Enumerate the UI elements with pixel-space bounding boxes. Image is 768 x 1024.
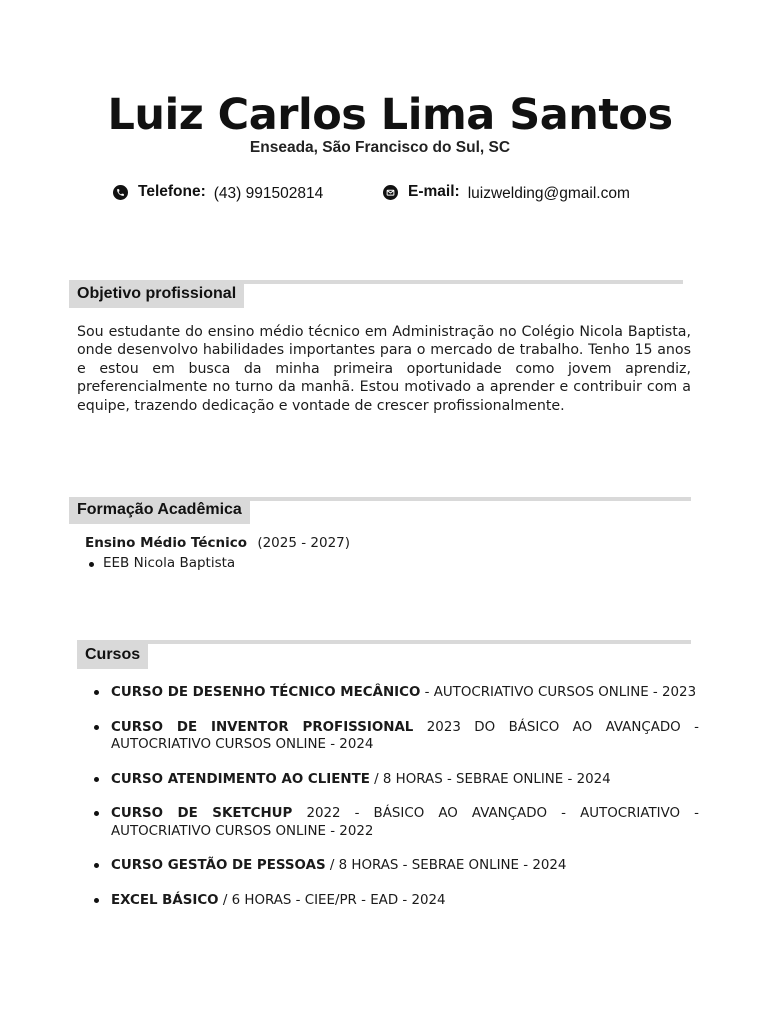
email-contact bbox=[383, 183, 630, 201]
phone-label: Telefone: bbox=[138, 183, 206, 200]
list-item: CURSO DE DESENHO TÉCNICO MECÂNICO - AUTOCRIATIVO CURSOS ONLINE - 2023 bbox=[111, 684, 699, 702]
candidate-name: Luiz Carlos Lima Santos bbox=[107, 90, 673, 140]
list-item: CURSO GESTÃO DE PESSOAS / 8 HORAS - SEBRAE ONLINE - 2024 bbox=[111, 857, 699, 875]
education-period: (2025 - 2027) bbox=[257, 535, 351, 551]
location: Enseada, São Francisco do Sul, SC bbox=[249, 139, 511, 156]
education-school: EEB Nicola Baptista bbox=[103, 555, 236, 571]
phone-value: (43) 991502814 bbox=[213, 185, 324, 202]
courses-title: Cursos bbox=[77, 644, 148, 669]
education-entry bbox=[85, 535, 350, 551]
email-label: E-mail: bbox=[408, 183, 460, 200]
education-title: Formação Acadêmica bbox=[69, 499, 250, 524]
list-item: CURSO DE INVENTOR PROFISSIONAL 2023 DO BÁSICO AO AVANÇADO - AUTOCRIATIVO CURSOS ONLINE - 2024 bbox=[111, 719, 699, 752]
courses-list bbox=[111, 684, 699, 926]
list-item: CURSO DE SKETCHUP 2022 - BÁSICO AO AVANÇADO - AUTOCRIATIVO - AUTOCRIATIVO CURSOS ONLINE - 2022 bbox=[111, 806, 699, 839]
objective-title: Objetivo profissional bbox=[69, 283, 244, 308]
email-icon bbox=[383, 185, 398, 200]
education-course: Ensino Médio Técnico bbox=[85, 535, 248, 551]
list-item: CURSO ATENDIMENTO AO CLIENTE / 8 HORAS - SEBRAE ONLINE - 2024 bbox=[111, 771, 699, 789]
list-item: EXCEL BÁSICO / 6 HORAS - CIEE/PR - EAD - 2024 bbox=[111, 892, 699, 910]
objective-text: Sou estudante do ensino médio técnico em Administração no Colégio Nicola Baptista, onde desenvolvo habilidades importantes para o mercado de trabalho. Tenho 15 anos e estou em busca da minha primeira oportunidade como jovem aprendiz, preferencialmente no turno da manhã. Estou motivado a aprender e contribuir com a equipe, trazendo dedicação e vontade de crescer profissionalmente. bbox=[77, 324, 691, 414]
phone-icon bbox=[113, 185, 128, 200]
courses-divider bbox=[77, 640, 691, 644]
email-value[interactable]: luizwelding@gmail.com bbox=[467, 185, 630, 202]
phone-contact bbox=[113, 183, 323, 201]
